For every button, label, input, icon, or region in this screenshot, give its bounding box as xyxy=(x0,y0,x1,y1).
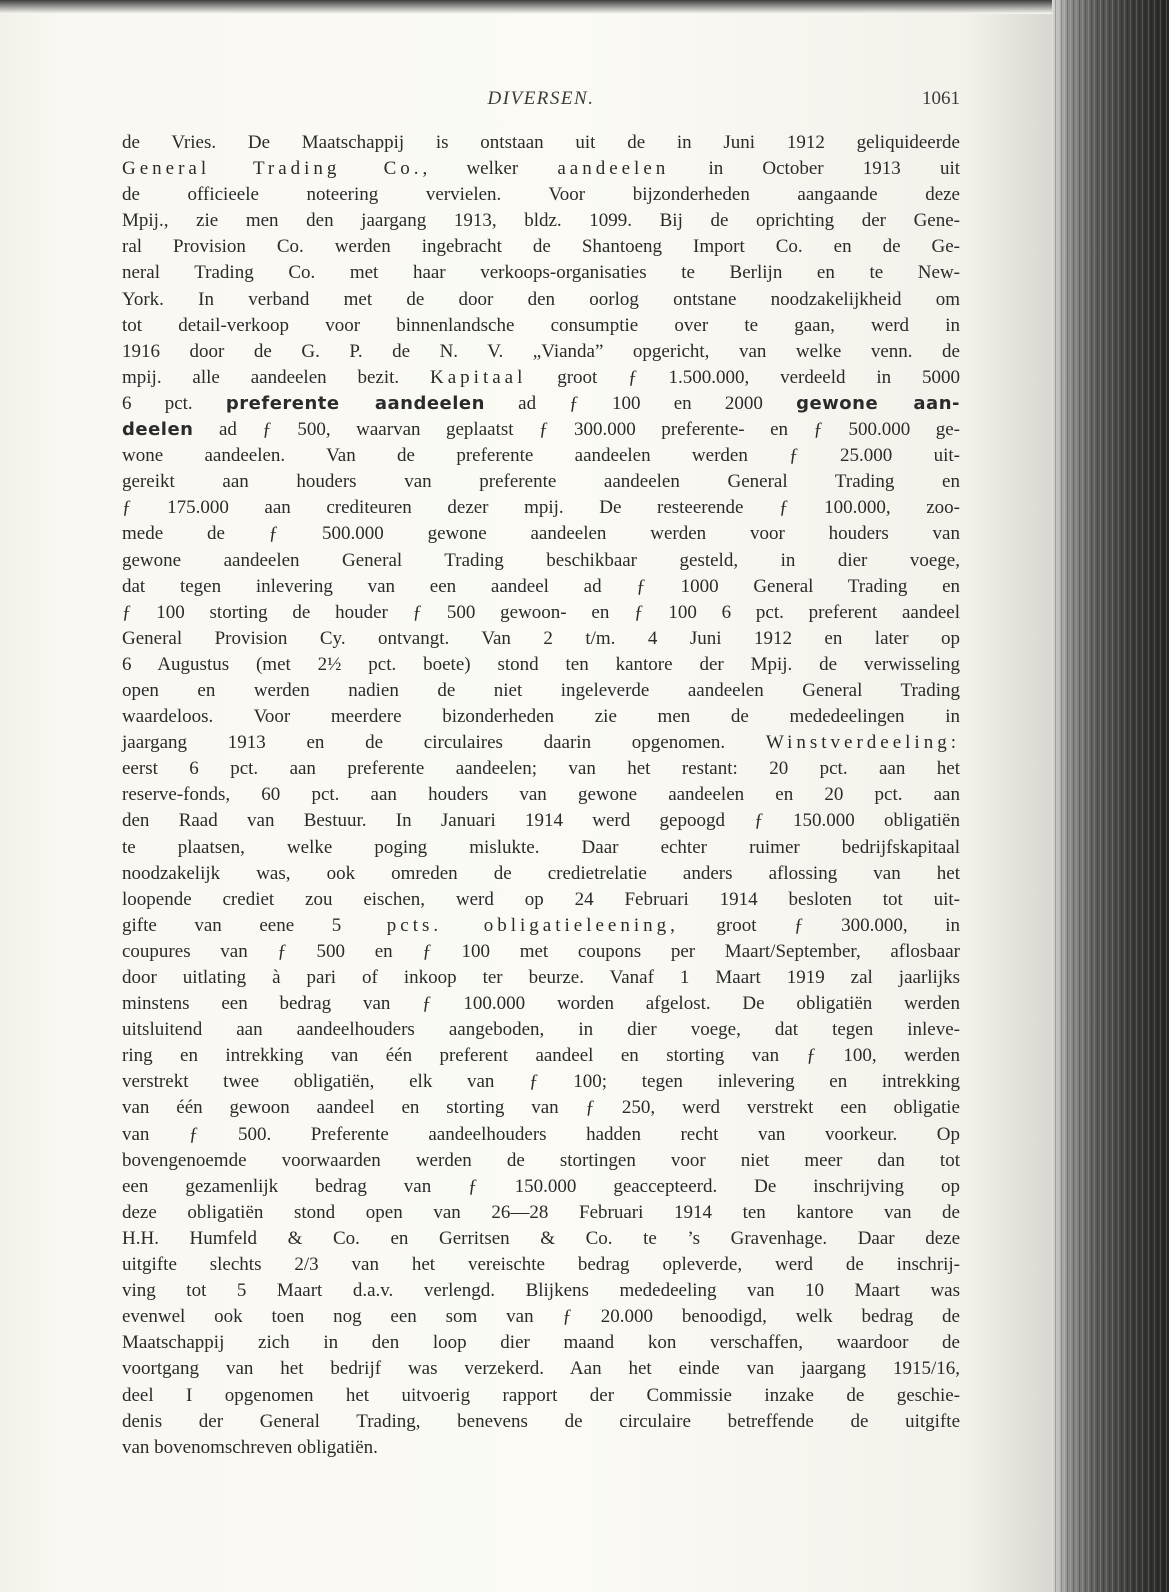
text-line: H.H. Humfeld & Co. en Gerritsen & Co. te ’s Gravenhage. Daar deze xyxy=(122,1227,960,1249)
text-line: van één gewoon aandeel en storting van ƒ 250, werd verstrekt een obligatie xyxy=(122,1097,960,1119)
text-line: eerst 6 pct. aan preferente aandeelen; van het restant: 20 pct. aan het xyxy=(122,758,960,780)
text-line: deel I opgenomen het uitvoerig rapport der Commissie inzake de geschie- xyxy=(122,1384,960,1406)
bold-term-deelen: deelen xyxy=(122,419,194,441)
text-line: noodzakelijk was, ook omreden de credietrelatie anders aflossing van het xyxy=(122,862,960,884)
text-line: deelen ad ƒ 500, waarvan geplaatst ƒ 300.000 preferente- en ƒ 500.000 ge- xyxy=(122,419,960,441)
book-fore-edge xyxy=(1052,0,1169,1592)
text-line: ƒ 100 storting de houder ƒ 500 gewoon- en ƒ 100 6 pct. preferent aandeel xyxy=(122,601,960,623)
text-line: ral Provision Co. werden ingebracht de Shantoeng Import Co. en de Ge- xyxy=(122,236,960,258)
text-line: de officieele noteering vervielen. Voor bijzonderheden aangaande deze xyxy=(122,184,960,206)
text-line: gewone aandeelen General Trading beschikbaar gesteld, in dier voege, xyxy=(122,549,960,571)
spaced-term-kapitaal: Kapitaal xyxy=(430,366,527,388)
text-line: gifte van eene 5 pcts. obligatieleening, groot ƒ 300.000, in xyxy=(122,914,960,936)
bold-term-preferente: preferente aandeelen xyxy=(225,392,485,414)
text-line: open en werden nadien de niet ingeleverde aandeelen General Trading xyxy=(122,679,960,701)
text-line: ƒ 175.000 aan crediteuren dezer mpij. De resteerende ƒ 100.000, zoo- xyxy=(122,497,960,519)
text-line: reserve-fonds, 60 pct. aan houders van gewone aandeelen en 20 pct. aan xyxy=(122,784,960,806)
text-line: Mpij., zie men den jaargang 1913, bldz. 1099. Bij de oprichting der Gene- xyxy=(122,210,960,232)
text-line-last: van bovenomschreven obligatiën. xyxy=(122,1436,378,1458)
text-line: denis der General Trading, benevens de circulaire betreffende de uitgifte xyxy=(122,1410,960,1432)
text-line: jaargang 1913 en de circulaires daarin opgenomen. Winstverdeeling: xyxy=(122,732,960,754)
text-line: dat tegen inlevering van een aandeel ad ƒ 1000 General Trading en xyxy=(122,575,960,597)
text-line: ving tot 5 Maart d.a.v. verlengd. Blijkens mededeeling van 10 Maart was xyxy=(122,1280,960,1302)
text-line: evenwel ook toen nog een som van ƒ 20.000 benoodigd, welk bedrag de xyxy=(122,1306,960,1328)
text-line: York. In verband met de door den oorlog ontstane noodzakelijkheid om xyxy=(122,288,960,310)
text-line: door uitlating à pari of inkoop ter beurze. Vanaf 1 Maart 1919 zal jaarlijks xyxy=(122,967,960,988)
text-line: 6 pct. preferente aandeelen ad ƒ 100 en 2000 gewone aan- xyxy=(122,392,960,414)
text-line: voortgang van het bedrijf was verzekerd. Aan het einde van jaargang 1915/16, xyxy=(122,1358,960,1380)
text-line: verstrekt twee obligatiën, elk van ƒ 100; tegen inlevering en intrekking xyxy=(122,1071,960,1093)
text-line: 6 Augustus (met 2½ pct. boete) stond ten kantore der Mpij. de verwisseling xyxy=(122,653,960,675)
text-line: waardeloos. Voor meerdere bizonderheden zie men de mededeelingen in xyxy=(122,706,960,728)
text-line: 1916 door de G. P. de N. V. „Vianda” opgericht, van welke venn. de xyxy=(122,340,960,362)
text-line: loopende crediet zou eischen, werd op 24 Februari 1914 besloten tot uit- xyxy=(122,888,960,910)
text-line: Maatschappij zich in den loop dier maand kon verschaffen, waardoor de xyxy=(122,1332,960,1354)
text-line: uitsluitend aan aandeelhouders aangeboden, in dier voege, dat tegen inleve- xyxy=(122,1019,960,1041)
text-line: tot detail-verkoop voor binnenlandsche consumptie over te gaan, werd in xyxy=(122,314,960,336)
spaced-company-name: General Trading Co. xyxy=(122,158,423,180)
text-line: mede de ƒ 500.000 gewone aandeelen werden voor houders van xyxy=(122,523,960,545)
page-header xyxy=(122,88,960,118)
text-line: gereikt aan houders van preferente aandeelen General Trading en xyxy=(122,471,960,493)
bold-term-gewone: gewone aan- xyxy=(796,392,960,414)
spaced-term-obligatieleening: 5 pcts. obligatieleening, xyxy=(331,914,679,936)
page-number: 1061 xyxy=(922,88,960,109)
text-line: ring en intrekking van één preferent aandeel en storting van ƒ 100, werden xyxy=(122,1045,960,1067)
text-line: bovengenoemde voorwaarden werden de stortingen voor niet meer dan tot xyxy=(122,1149,960,1171)
spaced-term-winstverdeeling: Winstverdeeling: xyxy=(765,732,960,754)
text-line: te plaatsen, welke poging mislukte. Daar echter ruimer bedrijfskapitaal xyxy=(122,836,960,858)
text-line: General Provision Cy. ontvangt. Van 2 t/m. 4 Juni 1912 en later op xyxy=(122,627,960,649)
text-line: de Vries. De Maatschappij is ontstaan uit de in Juni 1912 geliquideerde xyxy=(122,132,960,153)
text-line: van ƒ 500. Preferente aandeelhouders hadden recht van voorkeur. Op xyxy=(122,1123,960,1145)
running-head: DIVERSEN. xyxy=(487,88,595,109)
text-line: neral Trading Co. met haar verkoops-organisaties te Berlijn en te New- xyxy=(122,262,960,284)
text-line: mpij. alle aandeelen bezit. Kapitaal groot ƒ 1.500.000, verdeeld in 5000 xyxy=(122,366,960,388)
text-line: uitgifte slechts 2/3 van het vereischte bedrag opleverde, werd de inschrij- xyxy=(122,1254,960,1276)
spaced-term: aandeelen xyxy=(557,158,670,180)
text-line: coupures van ƒ 500 en ƒ 100 met coupons per Maart/September, aflosbaar xyxy=(122,940,960,962)
text-line: den Raad van Bestuur. In Januari 1914 werd gepoogd ƒ 150.000 obligatiën xyxy=(122,810,960,832)
text-line: een gezamenlijk bedrag van ƒ 150.000 geaccepteerd. De inschrijving op xyxy=(122,1175,960,1197)
body-text xyxy=(122,130,960,1461)
text-line: wone aandeelen. Van de preferente aandeelen werden ƒ 25.000 uit- xyxy=(122,445,960,467)
scan-top-shadow xyxy=(0,0,1169,14)
text-line: General Trading Co., welker aandeelen in October 1913 uit xyxy=(122,158,960,180)
text-line: deze obligatiën stond open van 26—28 Februari 1914 ten kantore van de xyxy=(122,1201,960,1223)
text-line: minstens een bedrag van ƒ 100.000 worden afgelost. De obligatiën werden xyxy=(122,993,960,1015)
